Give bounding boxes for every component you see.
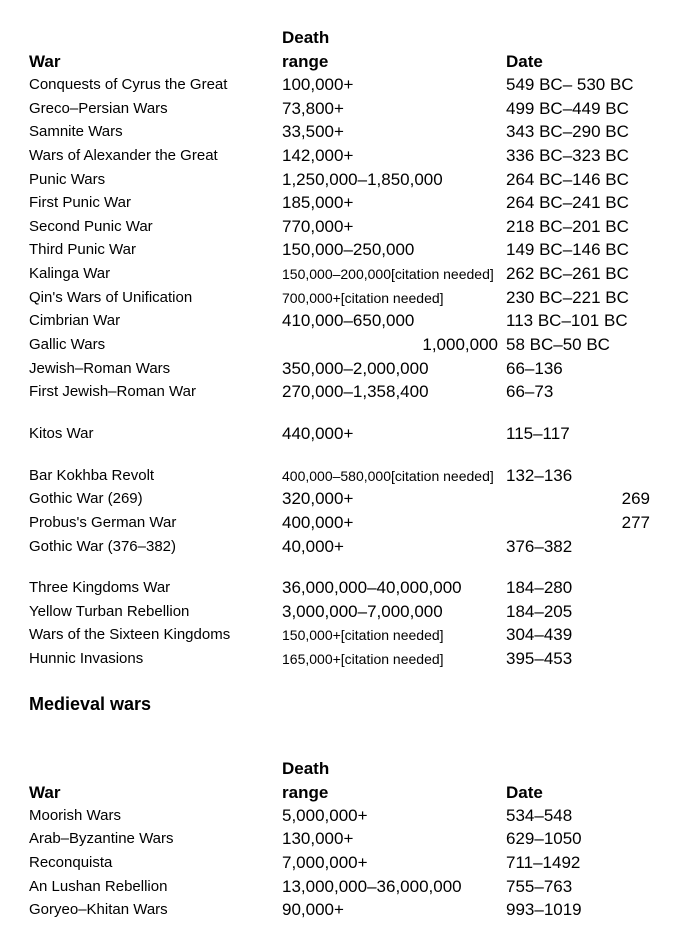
death-range: 36,000,000–40,000,000	[282, 578, 462, 597]
death-range: 350,000–2,000,000	[282, 359, 429, 378]
war-date: 132–136	[506, 466, 573, 485]
death-range: 700,000+[citation needed]	[282, 290, 444, 306]
table-row	[0, 216, 679, 238]
table-row	[0, 624, 679, 646]
war-name: First Punic War	[29, 194, 131, 211]
war-date: 230 BC–221 BC	[506, 288, 629, 307]
section-heading: Medieval wars	[29, 694, 152, 714]
table-row	[0, 169, 679, 191]
table-row	[0, 98, 679, 120]
death-header-line1: Death	[282, 28, 330, 47]
death-range: 320,000+	[282, 489, 354, 508]
table-row	[0, 358, 679, 380]
war-name: Gothic War (269)	[29, 490, 143, 507]
table-row	[0, 423, 679, 445]
war-date: 395–453	[506, 649, 573, 668]
table-row	[0, 899, 679, 921]
table-row	[0, 121, 679, 143]
date-header: Date	[506, 52, 543, 71]
table-row	[0, 577, 679, 599]
death-range: 90,000+	[282, 900, 344, 919]
death-range: 130,000+	[282, 829, 354, 848]
war-date: 534–548	[506, 806, 573, 825]
table-row	[0, 828, 679, 850]
war-name: Hunnic Invasions	[29, 650, 144, 667]
death-range: 33,500+	[282, 122, 344, 141]
war-header: War	[29, 783, 61, 802]
war-name: Conquests of Cyrus the Great	[29, 76, 228, 93]
war-name: Bar Kokhba Revolt	[29, 467, 155, 484]
death-range: 3,000,000–7,000,000	[282, 602, 443, 621]
war-name: Arab–Byzantine Wars	[29, 830, 174, 847]
war-name: Cimbrian War	[29, 312, 121, 329]
war-name: Gallic Wars	[29, 336, 106, 353]
table-row	[0, 601, 679, 623]
war-name: Kitos War	[29, 425, 94, 442]
death-header-line2: range	[282, 52, 329, 71]
war-date: 336 BC–323 BC	[506, 146, 629, 165]
table-row	[0, 310, 679, 332]
war-date: 184–205	[506, 602, 573, 621]
war-name: First Jewish–Roman War	[29, 383, 196, 400]
war-name: Three Kingdoms War	[29, 579, 171, 596]
death-header-line1: Death	[282, 759, 330, 778]
war-date: 304–439	[506, 625, 573, 644]
death-range: 142,000+	[282, 146, 354, 165]
war-name: Qin's Wars of Unification	[29, 289, 193, 306]
war-name: Greco–Persian Wars	[29, 100, 168, 117]
war-date: 711–1492	[506, 853, 581, 872]
war-name: Goryeo–Khitan Wars	[29, 901, 168, 918]
death-range: 73,800+	[282, 99, 344, 118]
war-name: Moorish Wars	[29, 807, 121, 824]
war-date: 993–1019	[506, 900, 582, 919]
death-range: 410,000–650,000	[282, 311, 415, 330]
war-date: 262 BC–261 BC	[506, 264, 629, 283]
war-date: 218 BC–201 BC	[506, 217, 629, 236]
war-date: 629–1050	[506, 829, 582, 848]
table-row	[0, 852, 679, 874]
war-date: 264 BC–146 BC	[506, 170, 629, 189]
death-range: 165,000+[citation needed]	[282, 651, 444, 667]
war-name: Wars of the Sixteen Kingdoms	[29, 626, 231, 643]
war-name: Wars of Alexander the Great	[29, 147, 218, 164]
table-row	[0, 648, 679, 670]
death-range: 13,000,000–36,000,000	[282, 877, 462, 896]
war-date: 549 BC– 530 BC	[506, 75, 634, 94]
war-name: Jewish–Roman Wars	[29, 360, 171, 377]
table-row	[0, 263, 679, 285]
war-date: 269	[621, 489, 650, 508]
war-name: Reconquista	[29, 854, 113, 871]
war-date: 149 BC–146 BC	[506, 240, 629, 259]
war-name: Probus's German War	[29, 514, 177, 531]
war-name: Gothic War (376–382)	[29, 538, 177, 555]
death-range: 270,000–1,358,400	[282, 382, 429, 401]
table-row	[0, 488, 679, 510]
war-date: 376–382	[506, 537, 573, 556]
death-range: 150,000–250,000	[282, 240, 415, 259]
war-name: Third Punic War	[29, 241, 136, 258]
death-range: 770,000+	[282, 217, 354, 236]
table-row	[0, 512, 679, 534]
war-date: 277	[621, 513, 650, 532]
table-row	[0, 145, 679, 167]
war-header: War	[29, 52, 61, 71]
war-date: 184–280	[506, 578, 573, 597]
table-row	[0, 334, 679, 356]
death-range: 150,000+[citation needed]	[282, 627, 444, 643]
table-row	[0, 74, 679, 96]
date-header: Date	[506, 783, 543, 802]
table-row	[0, 381, 679, 403]
war-date: 264 BC–241 BC	[506, 193, 629, 212]
war-name: Yellow Turban Rebellion	[29, 603, 190, 620]
war-name: Punic Wars	[29, 171, 106, 188]
table-row	[0, 287, 679, 309]
table-row	[0, 239, 679, 261]
death-range: 185,000+	[282, 193, 354, 212]
war-date: 343 BC–290 BC	[506, 122, 629, 141]
table-row	[0, 805, 679, 827]
death-range: 440,000+	[282, 424, 354, 443]
table-row	[0, 465, 679, 487]
war-date: 66–73	[506, 382, 554, 401]
death-header-line2: range	[282, 783, 329, 802]
death-range: 1,000,000	[422, 335, 498, 354]
war-name: An Lushan Rebellion	[29, 878, 168, 895]
table-row	[0, 536, 679, 558]
table-row	[0, 876, 679, 898]
war-date: 499 BC–449 BC	[506, 99, 629, 118]
death-range: 100,000+	[282, 75, 354, 94]
war-date: 58 BC–50 BC	[506, 335, 610, 354]
death-range: 150,000–200,000[citation needed]	[282, 266, 494, 282]
war-name: Kalinga War	[29, 265, 111, 282]
death-range: 1,250,000–1,850,000	[282, 170, 443, 189]
table-row	[0, 192, 679, 214]
death-range: 5,000,000+	[282, 806, 368, 825]
death-range: 7,000,000+	[282, 853, 368, 872]
war-date: 115–117	[506, 424, 570, 443]
war-date: 66–136	[506, 359, 563, 378]
death-range: 400,000–580,000[citation needed]	[282, 468, 494, 484]
war-date: 755–763	[506, 877, 573, 896]
war-name: Samnite Wars	[29, 123, 123, 140]
war-name: Second Punic War	[29, 218, 153, 235]
death-range: 40,000+	[282, 537, 344, 556]
death-range: 400,000+	[282, 513, 354, 532]
war-date: 113 BC–101 BC	[506, 311, 628, 330]
